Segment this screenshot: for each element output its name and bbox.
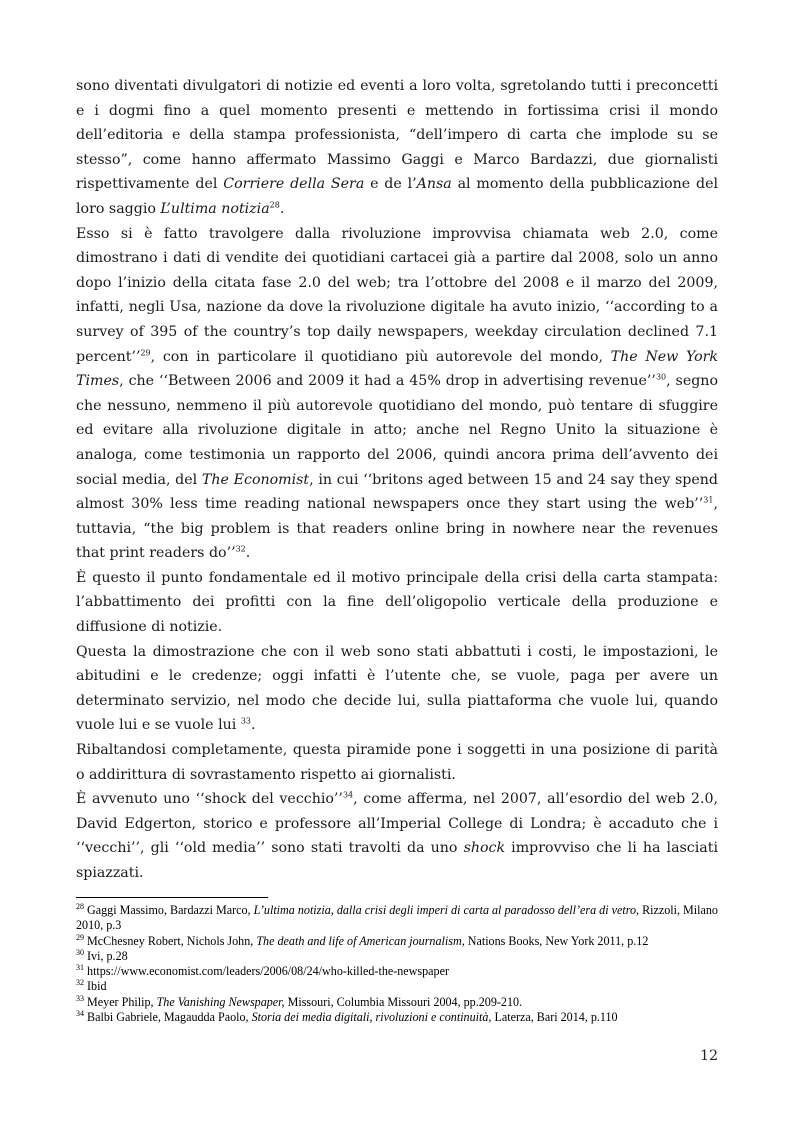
footnote	[76, 903, 718, 934]
footnote-text: Ivi, p.28	[84, 948, 128, 963]
paragraph-text: Esso si è fatto travolgere dalla rivoluzione improvvisa chiamata web 2.0, come dimostrano i dati di vendite dei quotidiani cartacei già a partire dal 2008, solo un anno dopo l’inizio della citata fase 2.0 del web; tra l’ottobre del 2008 e il marzo del 2009, infatti, negli Usa, nazione da dove la rivoluzione digitale ha avuto inizio, ‘‘according to a survey of 395 of the country’s top daily newspapers, weekday circulation declined 7.1 percent’’	[76, 225, 718, 365]
paragraph-text: È avvenuto uno ‘‘shock del vecchio’’	[76, 791, 343, 808]
footnote	[76, 1010, 718, 1025]
paragraph-text: , in cui ‘‘britons aged between 15 and 24 say they spend almost 30% less time reading national newspapers once they start using the web’’	[76, 471, 718, 513]
italic-text: Ansa	[416, 176, 452, 193]
paragraph-text: È questo il punto fondamentale ed il motivo principale della crisi della carta stampata: l’abbattimento dei profitti con la fine dell’oligopolio verticale della produzione e diffusione di notizie.	[76, 569, 718, 636]
paragraph-text: , segno che nessuno, nemmeno il più autorevole quotidiano del mondo, può tentare di sfuggire ed evitare alla rivoluzione digitale in atto; anche nel Regno Unito la situazione è analoga, come testimonia un rapporto del 2006, quindi ancora prima dell’avvento dei social media, del	[76, 373, 718, 488]
footnote-ref: 30	[76, 947, 84, 957]
page-number: 12	[700, 1048, 718, 1064]
footnote-text: Missouri, Columbia Missouri 2004, pp.209-210.	[284, 994, 523, 1009]
footnote-separator	[76, 897, 268, 898]
footnote-text: Meyer Philip,	[84, 994, 157, 1009]
footnotes	[76, 903, 718, 1025]
italic-text: The Economist	[201, 471, 310, 488]
paragraph-text: Ribaltandosi completamente, questa piramide pone i soggetti in una posizione di parità o addirittura di sovrastamento rispetto ai giornalisti.	[76, 742, 718, 783]
footnote-ref: 29	[140, 347, 151, 357]
footnote-ref: 32	[76, 978, 84, 988]
footnote	[76, 949, 718, 964]
footnote-ref: 29	[76, 932, 84, 942]
footnote-ref: 33	[240, 716, 251, 726]
paragraph-text: .	[245, 545, 251, 562]
footnote-text: , Laterza, Bari 2014, p.110	[488, 1010, 618, 1025]
paragraph	[76, 640, 718, 738]
paragraph-text: Questa la dimostrazione che con il web sono stati abbattuti i costi, le impostazioni, le abitudini e le credenze; oggi infatti è l’utente che, se vuole, paga per avere un determinato servizio, nel modo che decide lui, sulla piattaforma che vuole lui, quando vuole lui e se vuole lui	[76, 643, 718, 734]
body-text	[76, 74, 718, 886]
footnote-ref: 34	[342, 790, 354, 800]
italic-text: The death and life of American journalism	[256, 933, 462, 948]
paragraph	[76, 222, 718, 566]
footnote-text: , Nations Books, New York 2011, p.12	[461, 933, 649, 948]
footnote-ref: 28	[76, 901, 84, 911]
footnote-ref: 28	[269, 200, 280, 210]
paragraph-text: al momento della pubblicazione del loro saggio	[76, 176, 719, 217]
paragraph-text: , tuttavia, “the big problem is that readers online bring in nowhere near the revenues that print readers do’’	[76, 496, 718, 562]
footnote-text: Ibid	[84, 979, 107, 994]
footnote-ref: 32	[235, 544, 246, 554]
footnote-ref: 30	[655, 372, 667, 382]
footnote-text: Balbi Gabriele, Magaudda Paolo,	[84, 1010, 252, 1025]
footnote-ref: 34	[76, 1009, 84, 1019]
paragraph	[76, 738, 718, 787]
paragraph-text: sono diventati divulgatori di notizie ed eventi a loro volta, sgretolando tutti i preconcetti e i dogmi fino a quel momento presenti e mettendo in fortissima crisi il mondo dell’editoria e della stampa professionista, “dell’impero di carta che implode su se stesso”, come hanno affermato Massimo Gaggi e Marco Bardazzi, due giornalisti rispettivamente del	[76, 78, 718, 193]
italic-text: shock	[463, 840, 506, 857]
paragraph-text: e de l’	[364, 176, 417, 193]
paragraph	[76, 74, 718, 222]
footnote-text: McChesney Robert, Nichols John,	[84, 933, 257, 948]
footnote-text: , Rizzoli, Milano 2010, p.3	[76, 903, 718, 933]
paragraph	[76, 787, 718, 885]
italic-text: L’ultima notizia	[160, 200, 270, 217]
italic-text: The Vanishing Newspaper,	[156, 994, 285, 1009]
italic-text: L’ultima notizia, dalla crisi degli imperi di carta al paradosso dell’era di vetro	[253, 903, 637, 917]
footnote	[76, 995, 718, 1010]
paragraph-text: , come afferma, nel 2007, all’esordio del web 2.0, David Edgerton, storico e professore all’Imperial College di Londra; è accaduto che i ‘‘vecchi’’, gli ‘‘old media’’ sono stati travolti da uno	[76, 791, 718, 857]
footnote-ref: 31	[76, 963, 84, 973]
paragraph	[76, 566, 718, 640]
italic-text: Corriere della Sera	[223, 176, 365, 193]
footnote-text: https://www.economist.com/leaders/2006/08/24/who-killed-the-newspaper	[84, 964, 449, 979]
footnote-ref: 31	[703, 495, 714, 505]
paragraph-text: , con in particolare il quotidiano più autorevole del mondo,	[150, 348, 611, 365]
footnote	[76, 979, 718, 994]
footnote	[76, 934, 718, 949]
italic-text: The New York Times	[76, 348, 718, 390]
paragraph-text: improvviso che li ha lasciati spiazzati.	[76, 840, 718, 881]
footnote-text: Gaggi Massimo, Bardazzi Marco,	[84, 903, 254, 917]
paragraph-text: .	[251, 717, 256, 734]
paragraph-text: , che ‘‘Between 2006 and 2009 it had a 45% drop in advertising revenue’’	[119, 373, 656, 390]
paragraph-text: .	[279, 200, 285, 217]
footnote-ref: 33	[76, 993, 84, 1003]
footnote	[76, 964, 718, 979]
italic-text: Storia dei media digitali, rivoluzioni e continuità	[251, 1010, 489, 1025]
